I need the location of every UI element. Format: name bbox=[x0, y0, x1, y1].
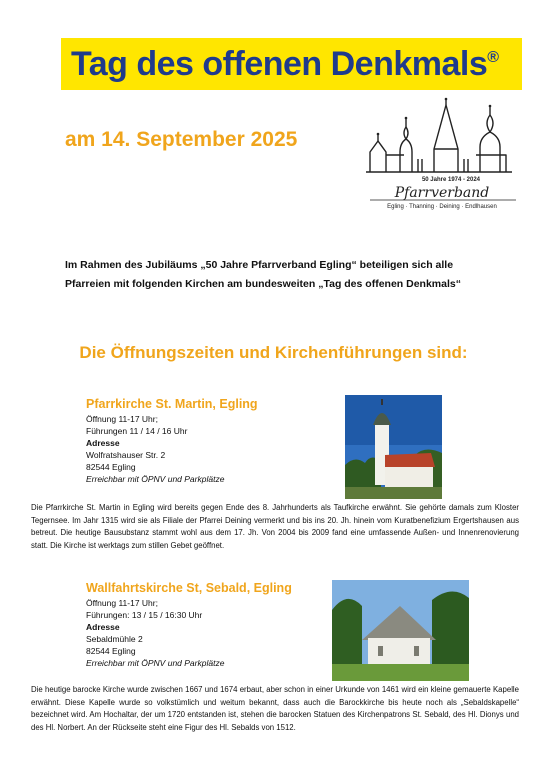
street: Sebaldmühle 2 bbox=[86, 634, 143, 644]
page-title bbox=[71, 45, 499, 84]
registered-mark: ® bbox=[487, 48, 499, 66]
tour-times: Führungen 11 / 14 / 16 Uhr bbox=[86, 426, 188, 436]
access-note: Erreichbar mit ÖPNV und Parkplätze bbox=[86, 474, 225, 484]
intro-line-2: Pfarreien mit folgenden Kirchen am bundesweiten „Tag des offenen Denkmals“ bbox=[65, 278, 461, 290]
city: 82544 Egling bbox=[86, 646, 136, 656]
opening-hours: Öffnung 11-17 Uhr; bbox=[86, 414, 158, 424]
logo-jubilee: 50 Jahre 1974 - 2024 bbox=[421, 177, 481, 183]
church-name: Wallfahrtskirche St, Sebald, Egling bbox=[86, 581, 292, 595]
church-description-st-martin: Die Pfarrkirche St. Martin in Egling wird bereits gegen Ende des 8. Jahrhunderts als Taufkirche erwähnt. Sie gehörte damals zum Kloster Tegernsee. Im Jahr 1315 wird sie als Filiale der Pfarrei Deining vermerkt und bis ins 20. Jh. hinein vom Kuratbenefizium Ergertshausen aus betreut. Die heutige Bausubstanz stammt wohl aus dem 17. Jh. Von 2004 bis 2009 fand eine umfassende Außen- und Innenrenovierung statt. Die Kirche ist werktags zum stillen Gebet geöffnet. bbox=[31, 503, 519, 550]
logo-name: Pfarrverband bbox=[394, 185, 490, 201]
church-info-st-sebald bbox=[86, 582, 336, 669]
title-banner bbox=[61, 38, 522, 90]
intro-text bbox=[65, 256, 490, 294]
opening-hours: Öffnung 11-17 Uhr; bbox=[86, 598, 158, 608]
street: Wolfratshauser Str. 2 bbox=[86, 450, 166, 460]
intro-line-1: Im Rahmen des Jubiläums „50 Jahre Pfarrverband Egling“ beteiligen sich alle bbox=[65, 259, 454, 271]
church-description-st-sebald: Die heutige barocke Kirche wurde zwischen 1667 und 1674 erbaut, aber schon in einer Urkunde von 1461 wird ein kleine gemauerte Kapelle erwähnt. Diese Kapelle wurde so volkstümlich und weitum bekannt, dass auch die Barockkirche bis heute noch als „Sebaldskapelle“ bezeichnet wird. Am Hochaltar, der um 1720 entstanden ist, stehen die barocken Statuen des Kirchenpatrons St. Sebald, des Hl. Dionys und des Hl. Norbert. An der Rückseite steht eine Figur des Hl. Sebalds von 1512. bbox=[31, 685, 519, 732]
section-headline: Die Öffnungszeiten und Kirchenführungen sind: bbox=[79, 343, 468, 362]
event-date: am 14. September 2025 bbox=[65, 128, 298, 151]
church-info-st-martin bbox=[86, 398, 336, 485]
page-title-text: Tag des offenen Denkmals bbox=[71, 44, 488, 83]
tour-times: Führungen: 13 / 15 / 16:30 Uhr bbox=[86, 610, 203, 620]
address-label: Adresse bbox=[86, 438, 120, 448]
st-sebald-photo bbox=[332, 580, 469, 681]
st-martin-photo bbox=[345, 395, 442, 499]
access-note: Erreichbar mit ÖPNV und Parkplätze bbox=[86, 658, 225, 668]
address-label: Adresse bbox=[86, 622, 120, 632]
logo-parishes: Egling · Thanning · Deining · Endlhausen bbox=[387, 204, 497, 210]
pfarrverband-logo bbox=[356, 97, 528, 210]
city: 82544 Egling bbox=[86, 462, 136, 472]
church-name: Pfarrkirche St. Martin, Egling bbox=[86, 397, 258, 411]
